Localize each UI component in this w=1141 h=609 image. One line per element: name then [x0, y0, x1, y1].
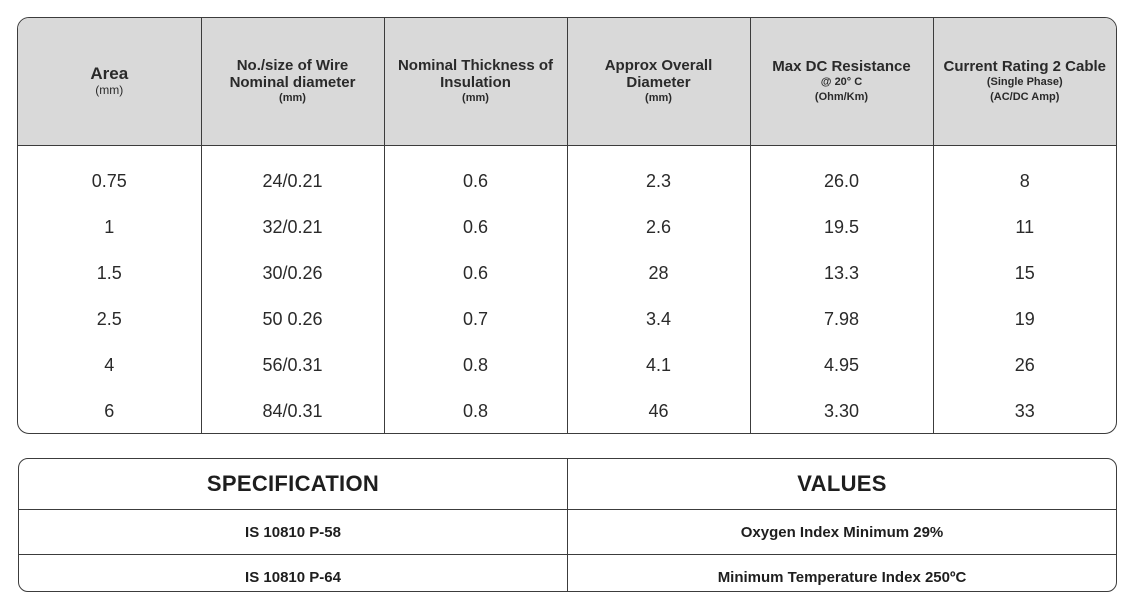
cell-resistance: 13.3	[750, 251, 933, 297]
cell-insulation: 0.8	[384, 343, 567, 389]
header-dc-resistance	[750, 18, 933, 145]
cell-diameter: 46	[567, 389, 750, 435]
spec-standard: IS 10810 P-58	[19, 510, 568, 555]
table-row	[18, 297, 1116, 343]
spec-standard: IS 10810 P-64	[19, 555, 568, 593]
cell-current-rating: 26	[1014, 355, 1035, 375]
table-row	[18, 251, 1116, 297]
cell-insulation: 0.6	[384, 145, 567, 205]
header-current-rating	[933, 18, 1116, 145]
cell-diameter: 28	[567, 251, 750, 297]
table-row	[18, 145, 1116, 205]
header-area	[18, 18, 201, 145]
cell-current-rating: 11	[1015, 217, 1035, 237]
cell-resistance: 4.95	[750, 343, 933, 389]
cell-area: 2.5	[18, 297, 201, 343]
cell-wire-size: 56/0.31	[201, 343, 384, 389]
header-values: VALUES	[568, 459, 1117, 510]
cell-diameter: 4.1	[567, 343, 750, 389]
header-unit: (mm)	[645, 91, 672, 104]
cell-current-rating: 8	[1019, 171, 1030, 191]
cell-area: 6	[18, 389, 201, 435]
spec-row	[19, 555, 1116, 593]
header-label: Area	[90, 63, 129, 83]
cell-resistance: 7.98	[750, 297, 933, 343]
header-insulation-thickness	[384, 18, 567, 145]
header-label: No./size of Wire Nominal diameter	[229, 56, 356, 91]
spec-value: Oxygen Index Minimum 29%	[568, 510, 1117, 555]
header-unit: (Ohm/Km)	[814, 90, 869, 103]
cell-wire-size: 50 0.26	[201, 297, 384, 343]
cell-resistance: 19.5	[750, 205, 933, 251]
header-label: Current Rating 2 Cable	[943, 57, 1107, 75]
header-condition: (Single Phase)	[986, 75, 1063, 88]
header-unit: (AC/DC Amp)	[990, 90, 1060, 103]
cell-resistance: 26.0	[750, 145, 933, 205]
cell-wire-size: 30/0.26	[201, 251, 384, 297]
header-unit: (mm)	[462, 91, 489, 104]
cell-insulation: 0.6	[384, 251, 567, 297]
cell-wire-size: 84/0.31	[201, 389, 384, 435]
cell-wire-size: 24/0.21	[201, 145, 384, 205]
header-unit: (mm)	[279, 91, 306, 104]
cell-wire-size: 32/0.21	[201, 205, 384, 251]
spec-row	[19, 510, 1116, 555]
cell-insulation: 0.8	[384, 389, 567, 435]
header-specification: SPECIFICATION	[19, 459, 568, 510]
header-label: Max DC Resistance	[772, 57, 911, 75]
header-unit: (mm)	[95, 82, 124, 97]
cell-area: 1	[18, 205, 201, 251]
cable-specification-table	[17, 17, 1117, 434]
cell-insulation: 0.6	[384, 205, 567, 251]
specification-values-table	[18, 458, 1117, 592]
spec-value: Minimum Temperature Index 250ºC	[717, 568, 967, 586]
header-label: Approx Overall Diameter	[604, 56, 713, 91]
header-overall-diameter	[567, 18, 750, 145]
table-row	[18, 389, 1116, 435]
cell-area: 1.5	[18, 251, 201, 297]
cell-current-rating: 19	[1014, 309, 1035, 329]
header-wire-size	[201, 18, 384, 145]
table-header-row	[18, 18, 1116, 145]
cell-resistance: 3.30	[750, 389, 933, 435]
table-row	[18, 343, 1116, 389]
cell-area: 4	[18, 343, 201, 389]
spec-header-row	[19, 459, 1116, 510]
cell-diameter: 2.6	[567, 205, 750, 251]
cell-diameter: 2.3	[567, 145, 750, 205]
cell-insulation: 0.7	[384, 297, 567, 343]
cell-current-rating: 33	[1014, 401, 1035, 421]
cell-current-rating: 15	[1014, 263, 1035, 283]
header-label: Nominal Thickness of Insulation	[397, 56, 554, 91]
table-row	[18, 205, 1116, 251]
cell-diameter: 3.4	[567, 297, 750, 343]
cell-area: 0.75	[18, 145, 201, 205]
header-condition: @ 20° C	[820, 75, 863, 88]
